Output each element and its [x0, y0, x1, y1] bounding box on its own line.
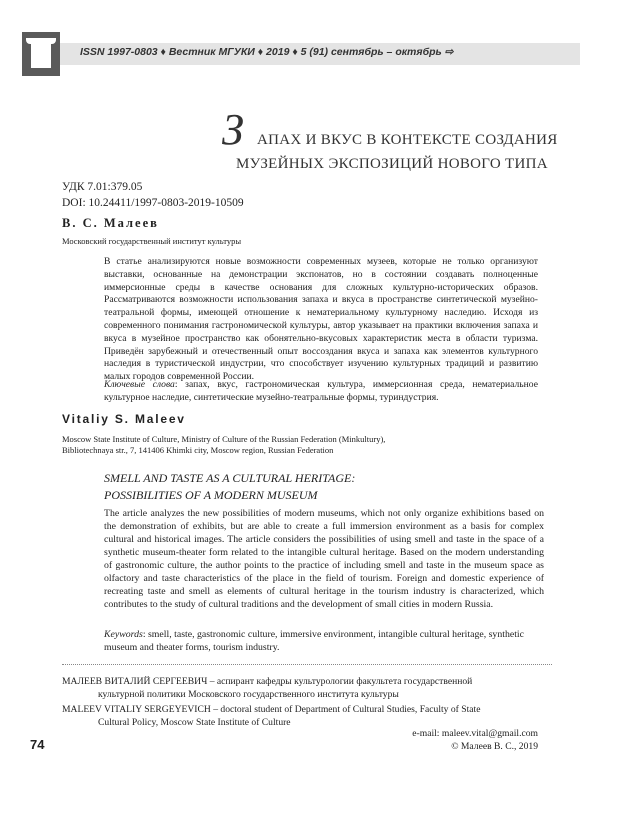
author-info-ru [62, 676, 542, 701]
keywords-ru [104, 379, 538, 405]
keywords-list-en: : smell, taste, gastronomic culture, immersive environment, intangible cultural heritage, synthetic museum and theater forms, tourism industry. [104, 629, 524, 653]
institution-en [62, 434, 462, 456]
abstract-ru: В статье анализируются новые возможности современных музеев, которые не только организуют выставки, основанные на демонстрации экспонатов, но в состоянии создавать полноценные иммерсионные среды в качестве основания для сложных культурно-исторических образов. Рассматриваются возможности использования запаха и вкуса в пространстве синтетической музейно-театральной формы, имеющей отношение к нематериальному культурному наследию. Исходя из современного понимания гастрономической культуры, автор указывает на практики включения запаха и вкуса в музейное пространство как обонятельно-вкусовых характеристик места в области туризма. Приведён зарубежный и отечественный опыт воссоздания вкуса и запаха как элементов культурного наследия в туристической индустрии, что способствует изучению культурных традиций и развитию малых городов современной России. [104, 256, 538, 383]
abstract-en: The article analyzes the new possibilities of modern museums, which not only organize exhibitions based on the demonstration of exhibits, but are able to create a full immersion environment as a basis for complex cultural and historical images. The article considers the possibilities of using smell and taste in the space of a synthetic museum-theater form related to the intangible cultural heritage. Based on the modern understanding of gastronomic culture, the author points to the practice of including smell and taste in the museum space as olfactory and taste characteristics of the place in the field of tourism. Foreign and domestic experience of recreating taste and smell as elements of cultural heritage in the tourism industry is characterized, which contributes to the study of cultural traditions and the development of small cities in modern Russia. [104, 508, 544, 610]
keywords-en [104, 628, 544, 654]
author-name-ru: В. С. Малеев [62, 216, 159, 230]
keywords-label-en: Keywords [104, 629, 143, 640]
page-number: 74 [30, 737, 45, 752]
author-info-en [62, 704, 542, 729]
author-info-ru-line-2: культурной политики Московского государственного института культуры [98, 688, 399, 700]
author-name-en: Vitaliy S. Maleev [62, 412, 186, 426]
institution-en-line-2: Bibliotechnaya str., 7, 141406 Khimki city, Moscow region, Russian Federation [62, 445, 334, 455]
separator [62, 664, 552, 665]
doi: DOI: 10.24411/1997-0803-2019-10509 [62, 197, 244, 209]
author-info-ru-line-1: МАЛЕЕВ ВИТАЛИЙ СЕРГЕЕВИЧ – аспирант кафедры культурологии факультета государственной [62, 676, 473, 687]
title-line-1: АПАХ И ВКУС В КОНТЕКСТЕ СОЗДАНИЯ [257, 132, 558, 148]
udk: УДК 7.01:379.05 [62, 181, 143, 193]
institution-en-line-1: Moscow State Institute of Culture, Ministry of Culture of the Russian Federation (Minkultury), [62, 434, 386, 444]
keywords-list-ru: : запах, вкус, гастрономическая культура, иммерсионная среда, нематериальное культурное наследие, синтетические музейно-театральные формы, туриндустрия. [104, 379, 538, 403]
article-title-en [104, 470, 544, 504]
journal-header: ISSN 1997-0803 ♦ Вестник МГУКИ ♦ 2019 ♦ 5 (91) сентябрь – октябрь ⇨ [80, 46, 454, 58]
author-info-en-line-2: Cultural Policy, Moscow State Institute of Culture [98, 716, 291, 728]
keywords-label-ru: Ключевые слова [104, 379, 175, 390]
title-en-line-2: POSSIBILITIES OF A MODERN MUSEUM [104, 488, 318, 502]
institution-ru: Московский государственный институт культуры [62, 236, 242, 246]
journal-logo-icon [22, 32, 60, 76]
title-initial: З [222, 105, 244, 154]
author-info-en-line-1: MALEEV VITALIY SERGEYEVICH – doctoral student of Department of Cultural Studies, Faculty of State [62, 704, 481, 715]
title-en-line-1: SMELL AND TASTE AS A CULTURAL HERITAGE: [104, 471, 356, 485]
contact [400, 728, 538, 753]
title-line-2: МУЗЕЙНЫХ ЭКСПОЗИЦИЙ НОВОГО ТИПА [236, 156, 548, 172]
copyright: © Малеев В. С., 2019 [451, 740, 538, 752]
email: e-mail: maleev.vital@gmail.com [412, 728, 538, 739]
